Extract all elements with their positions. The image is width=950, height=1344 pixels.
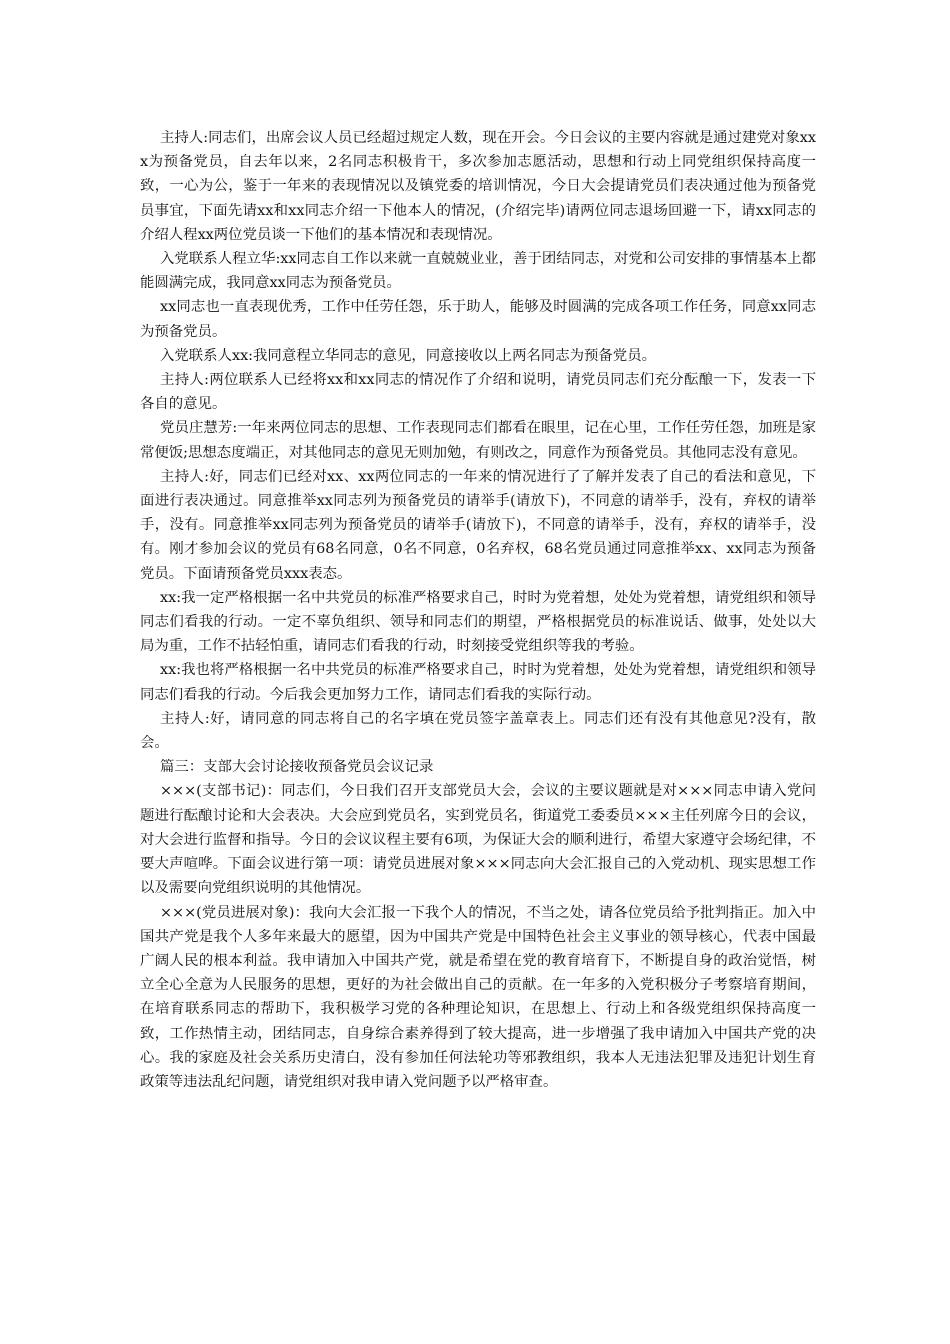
paragraph-branch-secretary: ×××(支部书记)：同志们，今日我们召开支部党员大会，会议的主要议题就是对×××同志申请入党问题进行酝酿讨论和大会表决。大会应到党员名，实到党员名，街道党工委委员×××主任列席今日的会议，对大会进行监督和指导。今日的会议议程主要有6项，为保证大会的顺利进行，希望大家遵守会场纪律，不要大声喧哗。下面会议进行第一项：请党员进展对象×××同志向大会汇报自己的入党动机、现实思想工作以及需要向党组织说明的其他情况。	[140, 783, 816, 897]
paragraph-contact-cheng: 入党联系人程立华:xx同志自工作以来就一直兢兢业业，善于团结同志，对党和公司安排的事情基本上都能圆满完成，我同意xx同志为预备党员。	[140, 251, 816, 292]
paragraph-host-opening: 主持人:同志们，出席会议人员已经超过规定人数，现在开会。今日会议的主要内容就是通过建党对象xxx为预备党员，自去年以来，2名同志积极肯干，多次参加志愿活动，思想和行动上同党组织保持高度一致，一心为公，鉴于一年来的表现情况以及镇党委的培训情况，今日大会提请党员们表决通过他为预备党员事宜，下面先请xx和xx同志介绍一下他本人的情况，(介绍完毕)请两位同志退场回避一下，请xx同志的介绍人程xx两位党员谈一下他们的基本情况和表现情况。	[140, 130, 816, 243]
paragraph-contact-cheng-cont: xx同志也一直表现优秀，工作中任劳任怨，乐于助人，能够及时圆满的完成各项工作任务，同意xx同志为预备党员。	[140, 299, 816, 340]
paragraph-member-zhuang: 党员庄慧芳:一年来两位同志的思想、工作表现同志们都看在眼里，记在心里，工作任劳任怨，加班是家常便饭;思想态度端正，对其他同志的意见无则加勉，有则改之，同意作为预备党员。其他同志没有意见。	[140, 420, 816, 461]
paragraph-candidate-statement-1: xx:我一定严格根据一名中共党员的标准严格要求自己，时时为党着想，处处为党着想，请党组织和领导同志们看我的行动。一定不辜负组织、领导和同志们的期望，严格根据党员的标准说话、做事，处处以大局为重，工作不拈轻怕重，请同志们看我的行动，时刻接受党组织等我的考验。	[140, 589, 816, 655]
section-heading: 篇三：支部大会讨论接收预备党员会议记录	[160, 759, 434, 776]
paragraph-host-vote: 主持人:好，同志们已经对xx、xx两位同志的一年来的情况进行了了解并发表了自己的看法和意见，下面进行表决通过。同意推举xx同志列为预备党员的请举手(请放下)，不同意的请举手，没有，弃权的请举手，没有。同意推举xx同志列为预备党员的请举手(请放下)，不同意的请举手，没有，弃权的请举手，没有。刚才参加会议的党员有68名同意，0名不同意，0名弃权，68名党员通过同意推举xx、xx同志为预备党员。下面请预备党员xxx表态。	[140, 468, 816, 582]
paragraph-host-discussion: 主持人:两位联系人已经将xx和xx同志的情况作了介绍和说明，请党员同志们充分酝酿一下，发表一下各自的意见。	[140, 372, 816, 413]
document-body	[140, 126, 816, 1094]
paragraph-candidate-report: ×××(党员进展对象)：我向大会汇报一下我个人的情况，不当之处，请各位党员给予批判指正。加入中国共产党是我个人多年来最大的愿望，因为中国共产党是中国特色社会主义事业的领导核心，代表中国最广阔人民的根本利益。我申请加入中国共产党，就是希望在党的教育培育下，不断提自身的政治觉悟，树立全心全意为人民服务的思想，更好的为社会做出自己的贡献。在一年多的入党积极分子考察培育期间，在培育联系同志的帮助下，我积极学习党的各种理论知识，在思想上、行动上和各级党组织保持高度一致，工作热情主动，团结同志，自身综合素养得到了较大提高，进一步增强了我申请加入中国共产党的决心。我的家庭及社会关系历史清白，没有参加任何法轮功等邪教组织，我本人无违法犯罪及违犯计划生育政策等违法乱纪问题，请党组织对我申请入党问题予以严格审查。	[140, 904, 816, 1090]
paragraph-contact-xx: 入党联系人xx:我同意程立华同志的意见，同意接收以上两名同志为预备党员。	[160, 347, 656, 364]
paragraph-host-closing: 主持人:好，请同意的同志将自己的名字填在党员签字盖章表上。同志们还有没有其他意见?没有，散会。	[140, 710, 816, 752]
paragraph-candidate-statement-2: xx:我也将严格根据一名中共党员的标准严格要求自己，时时为党着想，处处为党着想，请党组织和领导同志们看我的行动。今后我会更加努力工作，请同志们看我的实际行动。	[140, 662, 816, 703]
